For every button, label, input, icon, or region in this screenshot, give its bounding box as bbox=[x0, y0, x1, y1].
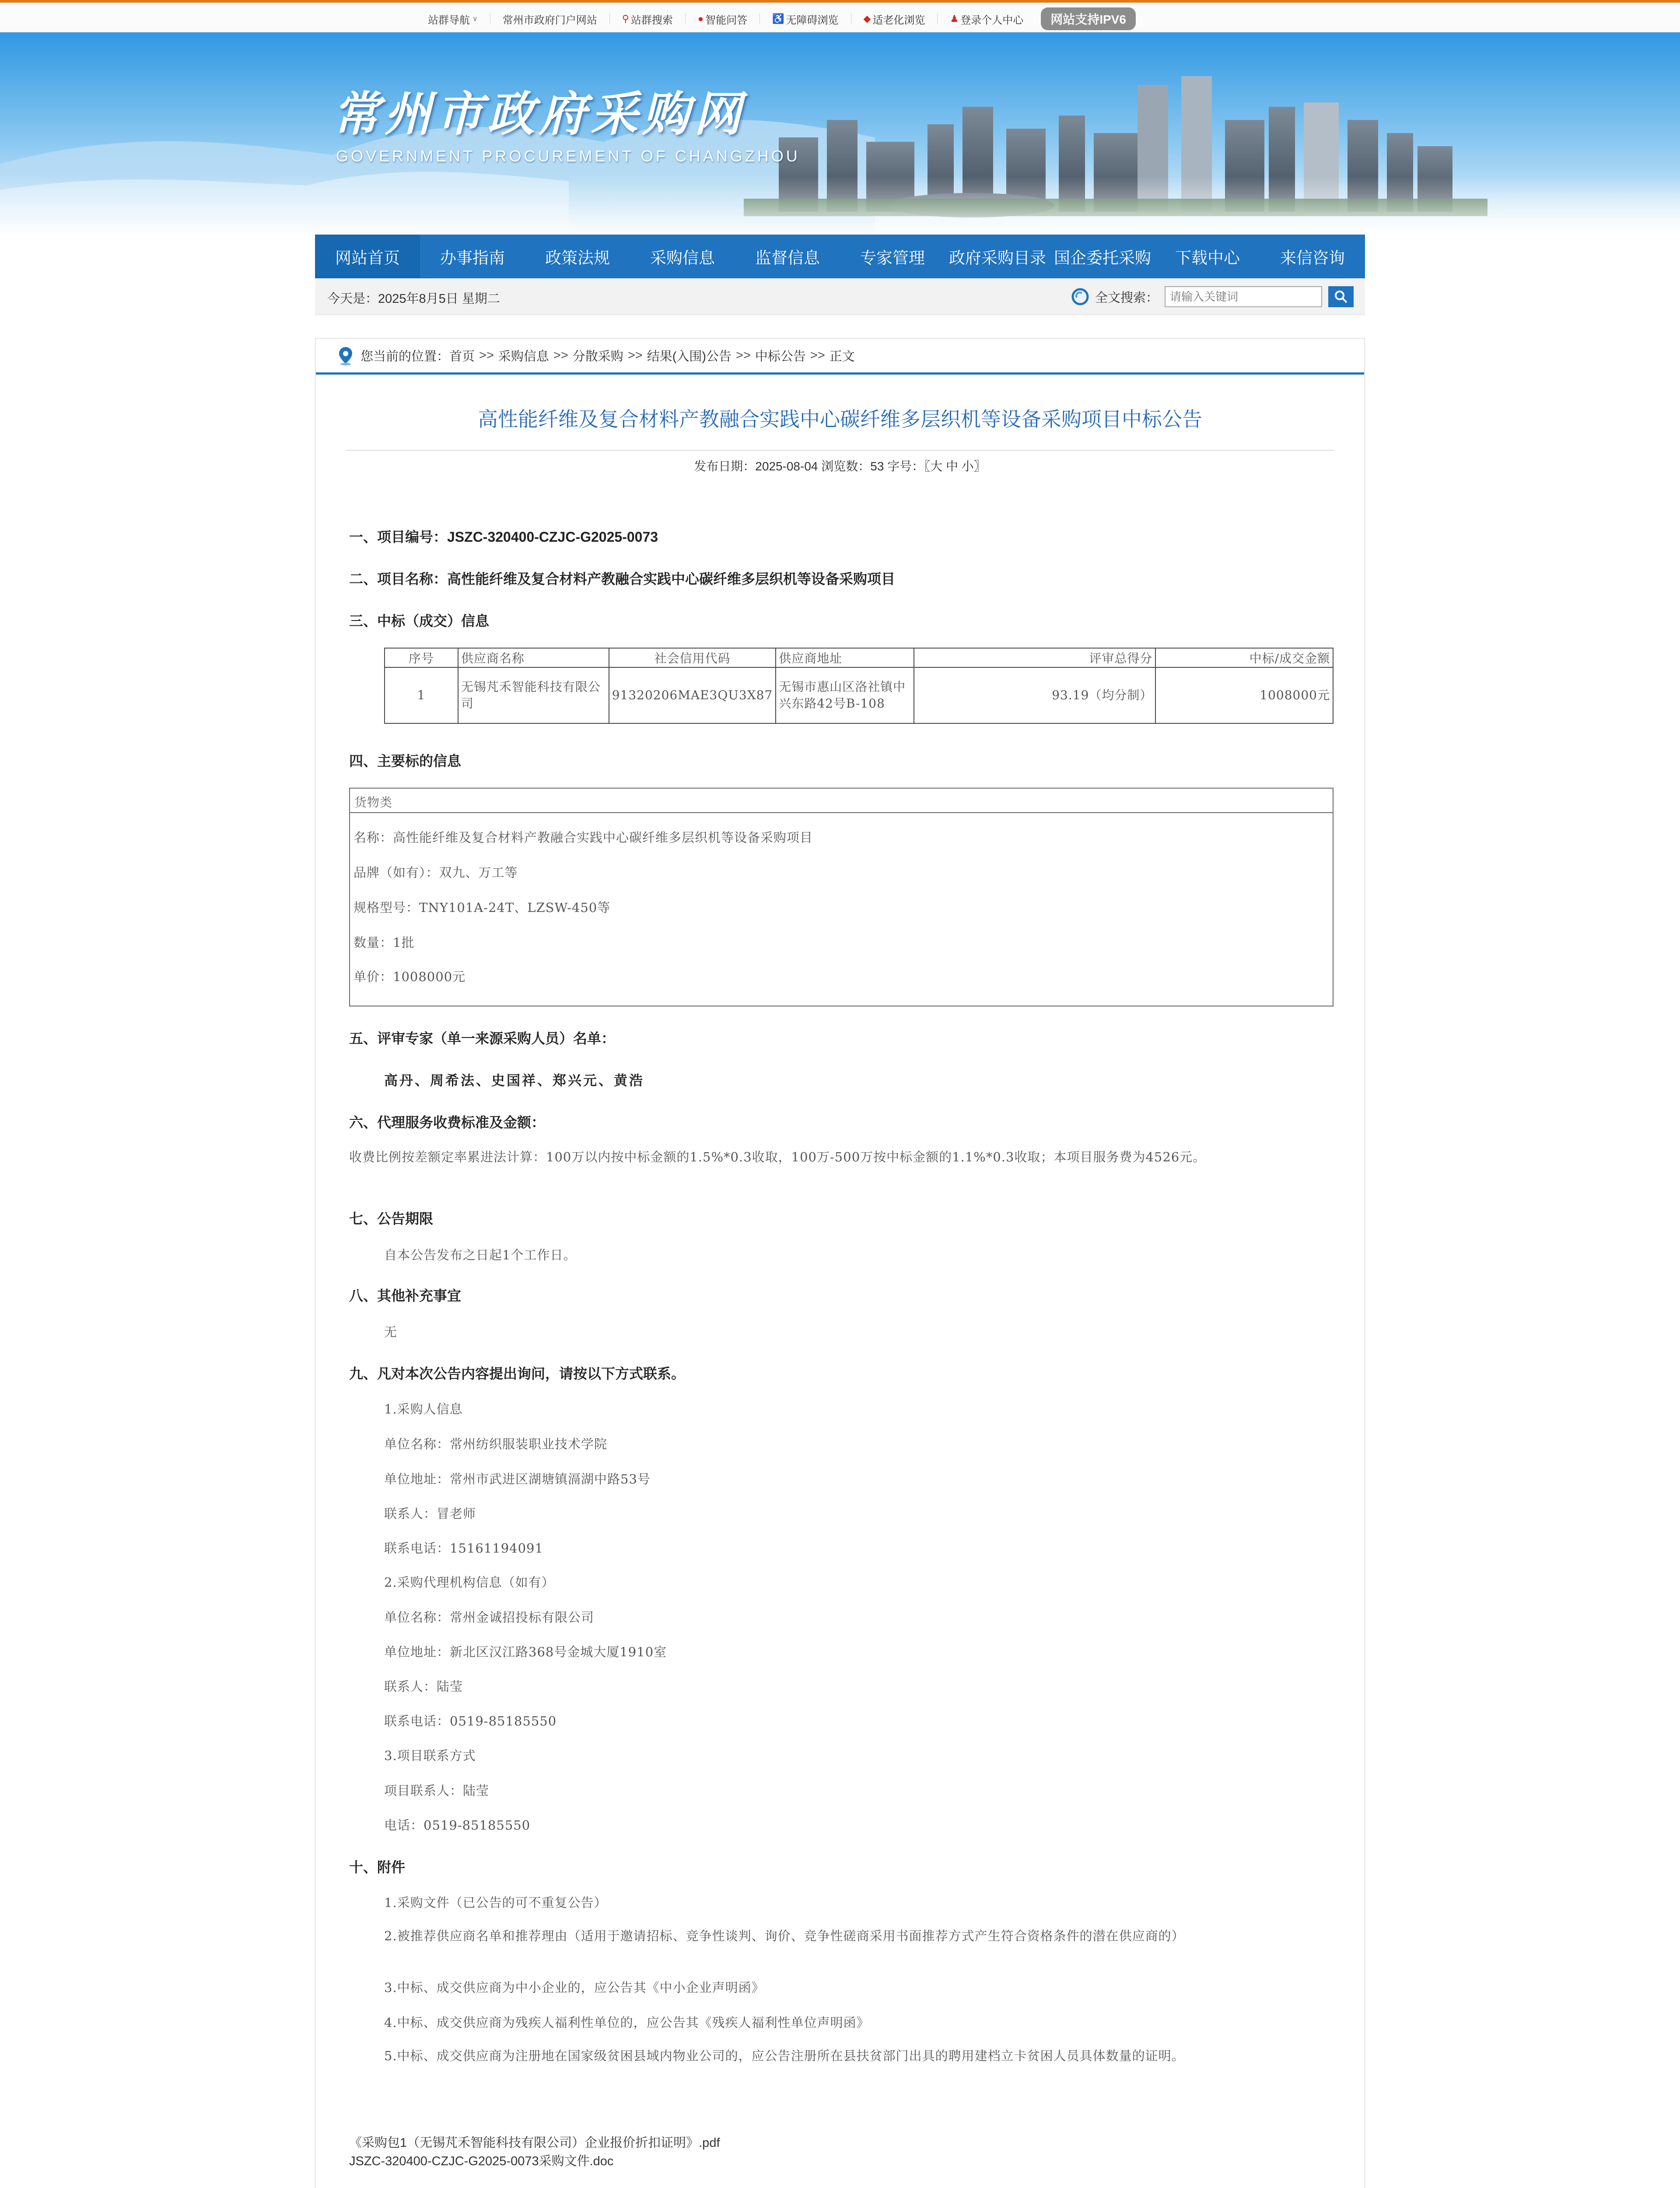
search-icon: ⚲ bbox=[622, 13, 629, 24]
accessibility-icon: ♿ bbox=[772, 13, 784, 24]
section-project-number: 一、项目编号：JSZC-320400-CZJC-G2025-0073 bbox=[349, 529, 658, 545]
site-group-nav-label: 站群导航 bbox=[428, 14, 470, 26]
section-main-items: 四、主要标的信息 bbox=[349, 753, 462, 769]
smart-qa-label: 智能问答 bbox=[705, 14, 748, 26]
breadcrumb-separator: >> bbox=[810, 348, 825, 362]
goods-unit-price: 单价：1008000元 bbox=[354, 969, 466, 984]
section-award-info: 三、中标（成交）信息 bbox=[349, 613, 490, 629]
user-icon: ♟ bbox=[950, 13, 959, 24]
attachment-item: 4.中标、成交供应商为残疾人福利性单位的，应公告其《残疾人福利性单位声明函》 bbox=[384, 2015, 870, 2030]
goods-quantity: 数量：1批 bbox=[354, 935, 415, 950]
attachment-item: 3.中标、成交供应商为中小企业的，应公告其《中小企业声明函》 bbox=[384, 1980, 765, 1995]
nav-procurement-info[interactable]: 采购信息 bbox=[650, 249, 715, 267]
goods-model: 规格型号：TNY101A-24T、LZSW-450等 bbox=[354, 900, 611, 915]
full-text-search bbox=[1071, 284, 1354, 309]
breadcrumb-separator: >> bbox=[627, 348, 643, 362]
location-pin-icon bbox=[338, 346, 354, 365]
site-group-nav-link[interactable] bbox=[416, 9, 490, 29]
contact-line: 联系电话：15161194091 bbox=[384, 1541, 543, 1556]
breadcrumb-award-notice[interactable]: 中标公告 bbox=[755, 350, 806, 364]
breadcrumb-separator: >> bbox=[736, 348, 751, 362]
attachment-item: 2.被推荐供应商名单和推荐理由（适用于邀请招标、竞争性谈判、询价、竞争性磋商采用书面推荐方式产生符合资格条件的潜在供应商的） bbox=[384, 1929, 1185, 1943]
breadcrumb-procurement-info[interactable]: 采购信息 bbox=[498, 350, 549, 364]
search-button[interactable] bbox=[1328, 286, 1354, 307]
site-banner bbox=[0, 32, 1680, 235]
contact-line: 联系人：陆莹 bbox=[384, 1679, 463, 1694]
section-attachments: 十、附件 bbox=[349, 1859, 406, 1875]
cell-amount: 1008000元 bbox=[1155, 667, 1333, 723]
attachment-item: 5.中标、成交供应商为注册地在国家级贫困县域内物业公司的，应公告注册所在县扶贫部门出具的聘用建档立卡贫困人员具体数量的证明。 bbox=[384, 2048, 1185, 2063]
site-search-link[interactable] bbox=[610, 9, 685, 29]
col-header-score: 评审总得分 bbox=[914, 648, 1155, 667]
date-search-strip bbox=[315, 278, 1365, 315]
breadcrumb-decentralized[interactable]: 分散采购 bbox=[572, 350, 623, 364]
breadcrumb-separator: >> bbox=[479, 348, 494, 362]
search-icon bbox=[1071, 288, 1089, 305]
article-panel bbox=[315, 338, 1365, 2188]
elderly-mode-label: 适老化浏览 bbox=[872, 14, 925, 26]
attachment-link-pdf[interactable]: 《采购包1（无锡芃禾智能科技有限公司）企业报价折扣证明》.pdf bbox=[349, 2136, 720, 2150]
section-project-name: 二、项目名称：高性能纤维及复合材料产教融合实践中心碳纤维多层织机等设备采购项目 bbox=[349, 571, 896, 587]
breadcrumb bbox=[316, 339, 1364, 375]
nav-catalog[interactable]: 政府采购目录 bbox=[949, 249, 1046, 267]
notice-period-text: 自本公告发布之日起1个工作日。 bbox=[384, 1248, 577, 1262]
table-header-row bbox=[385, 648, 1333, 667]
site-subtitle: GOVERNMENT PROCUREMENT OF CHANGZHOU bbox=[336, 147, 800, 165]
col-header-supplier: 供应商名称 bbox=[458, 648, 609, 667]
nav-soe-procurement[interactable]: 国企委托采购 bbox=[1054, 249, 1151, 267]
col-header-address: 供应商地址 bbox=[776, 648, 914, 667]
attachment-item: 1.采购文件（已公告的可不重复公告） bbox=[384, 1895, 607, 1910]
site-title: 常州市政府采购网 bbox=[332, 87, 746, 142]
contact-line: 2.采购代理机构信息（如有） bbox=[384, 1575, 555, 1590]
contact-line: 联系电话：0519-85185550 bbox=[384, 1714, 557, 1729]
breadcrumb-current: 正文 bbox=[829, 350, 855, 364]
nav-supervision[interactable]: 监督信息 bbox=[755, 249, 820, 267]
contact-line: 联系人：冒老师 bbox=[384, 1506, 476, 1521]
section-agency-fee: 六、代理服务收费标准及金额： bbox=[349, 1115, 546, 1130]
breadcrumb-separator: >> bbox=[553, 348, 568, 362]
elderly-mode-link[interactable] bbox=[851, 9, 938, 29]
elderly-icon: ◆ bbox=[863, 13, 871, 24]
nav-guide[interactable]: 办事指南 bbox=[440, 249, 505, 267]
col-header-credit-code: 社会信用代码 bbox=[609, 648, 776, 667]
accessibility-link[interactable] bbox=[760, 9, 850, 29]
breadcrumb-prefix: 您当前的位置： bbox=[360, 350, 450, 364]
breadcrumb-home[interactable]: 首页 bbox=[449, 350, 475, 364]
nav-experts[interactable]: 专家管理 bbox=[860, 249, 925, 267]
site-search-label: 站群搜索 bbox=[630, 14, 673, 26]
today-date: 今天是：2025年8月5日 星期二 bbox=[327, 292, 500, 306]
goods-name: 名称：高性能纤维及复合材料产教融合实践中心碳纤维多层织机等设备采购项目 bbox=[354, 830, 813, 845]
nav-policy[interactable]: 政策法规 bbox=[545, 249, 610, 267]
cell-supplier: 无锡芃禾智能科技有限公司 bbox=[458, 667, 609, 723]
cell-score: 93.19（均分制） bbox=[914, 667, 1155, 723]
contact-line: 单位地址：新北区汉江路368号金城大厦1910室 bbox=[384, 1645, 667, 1659]
contact-line: 单位地址：常州市武进区湖塘镇滆湖中路53号 bbox=[384, 1472, 651, 1487]
search-input[interactable] bbox=[1165, 286, 1322, 307]
notice-title: 高性能纤维及复合材料产教融合实践中心碳纤维多层织机等设备采购项目中标公告 bbox=[478, 408, 1202, 431]
nav-home[interactable]: 网站首页 bbox=[315, 235, 420, 278]
notice-meta: 发布日期：2025-08-04 浏览数：53 字号：〖大 中 小〗 bbox=[694, 459, 986, 473]
breadcrumb-results[interactable]: 结果(入围)公告 bbox=[647, 350, 732, 364]
contact-line: 单位名称：常州金诚招投标有限公司 bbox=[384, 1610, 595, 1625]
goods-box bbox=[349, 788, 1334, 1006]
magnifier-icon bbox=[1334, 289, 1348, 304]
other-matters-text: 无 bbox=[384, 1325, 398, 1339]
section-contact: 九、凡对本次公告内容提出询问，请按以下方式联系。 bbox=[349, 1366, 686, 1382]
section-experts: 五、评审专家（单一来源采购人员）名单： bbox=[349, 1031, 616, 1046]
search-label: 全文搜索： bbox=[1095, 291, 1158, 305]
contact-line: 单位名称：常州纺织服装职业技术学院 bbox=[384, 1437, 608, 1452]
chevron-down-icon: ∨ bbox=[472, 15, 478, 23]
top-utility-links bbox=[416, 9, 1136, 29]
attachment-link-doc[interactable]: JSZC-320400-CZJC-G2025-0073采购文件.doc bbox=[349, 2154, 614, 2168]
nav-downloads[interactable]: 下载中心 bbox=[1175, 249, 1240, 267]
top-utility-bar bbox=[0, 0, 1680, 32]
section-other-matters: 八、其他补充事宜 bbox=[349, 1288, 462, 1304]
city-portal-link[interactable] bbox=[490, 9, 609, 29]
contact-line: 1.采购人信息 bbox=[384, 1402, 463, 1417]
goods-brand: 品牌（如有）：双九、万工等 bbox=[354, 865, 518, 880]
contact-line: 电话：0519-85185550 bbox=[384, 1818, 531, 1833]
banner-illustration bbox=[0, 32, 1680, 235]
agency-fee-text: 收费比例按差额定率累进法计算：100万以内按中标金额的1.5%*0.3收取，100万-500万按中标金额的1.1%*0.3收取；本项目服务费为4526元。 bbox=[349, 1150, 1206, 1164]
section-notice-period: 七、公告期限 bbox=[349, 1211, 434, 1227]
nav-consult[interactable]: 来信咨询 bbox=[1280, 249, 1345, 267]
login-label: 登录个人中心 bbox=[960, 14, 1024, 26]
contact-line: 3.项目联系方式 bbox=[384, 1748, 476, 1763]
col-header-amount: 中标/成交金额 bbox=[1155, 648, 1333, 667]
smart-qa-link[interactable] bbox=[686, 9, 760, 29]
cell-address: 无锡市惠山区洛社镇中兴东路42号B-108 bbox=[776, 667, 914, 723]
award-table bbox=[384, 648, 1334, 724]
chat-icon: ● bbox=[697, 13, 704, 24]
goods-category: 货物类 bbox=[350, 789, 1333, 813]
city-portal-label: 常州市政府门户网站 bbox=[502, 14, 597, 26]
expert-list: 高丹、周希法、史国祥、郑兴元、黄浩 bbox=[384, 1073, 644, 1088]
accessibility-label: 无障碍浏览 bbox=[786, 14, 839, 26]
contact-line: 项目联系人：陆莹 bbox=[384, 1783, 490, 1798]
login-link[interactable] bbox=[938, 9, 1036, 29]
col-header-index: 序号 bbox=[385, 648, 458, 667]
main-navigation bbox=[315, 235, 1365, 278]
ipv6-badge: 网站支持IPV6 bbox=[1041, 7, 1136, 30]
cell-index: 1 bbox=[385, 667, 458, 723]
table-row bbox=[385, 667, 1333, 723]
title-divider bbox=[346, 450, 1334, 451]
cell-credit-code: 91320206MAE3QU3X87 bbox=[609, 667, 776, 723]
